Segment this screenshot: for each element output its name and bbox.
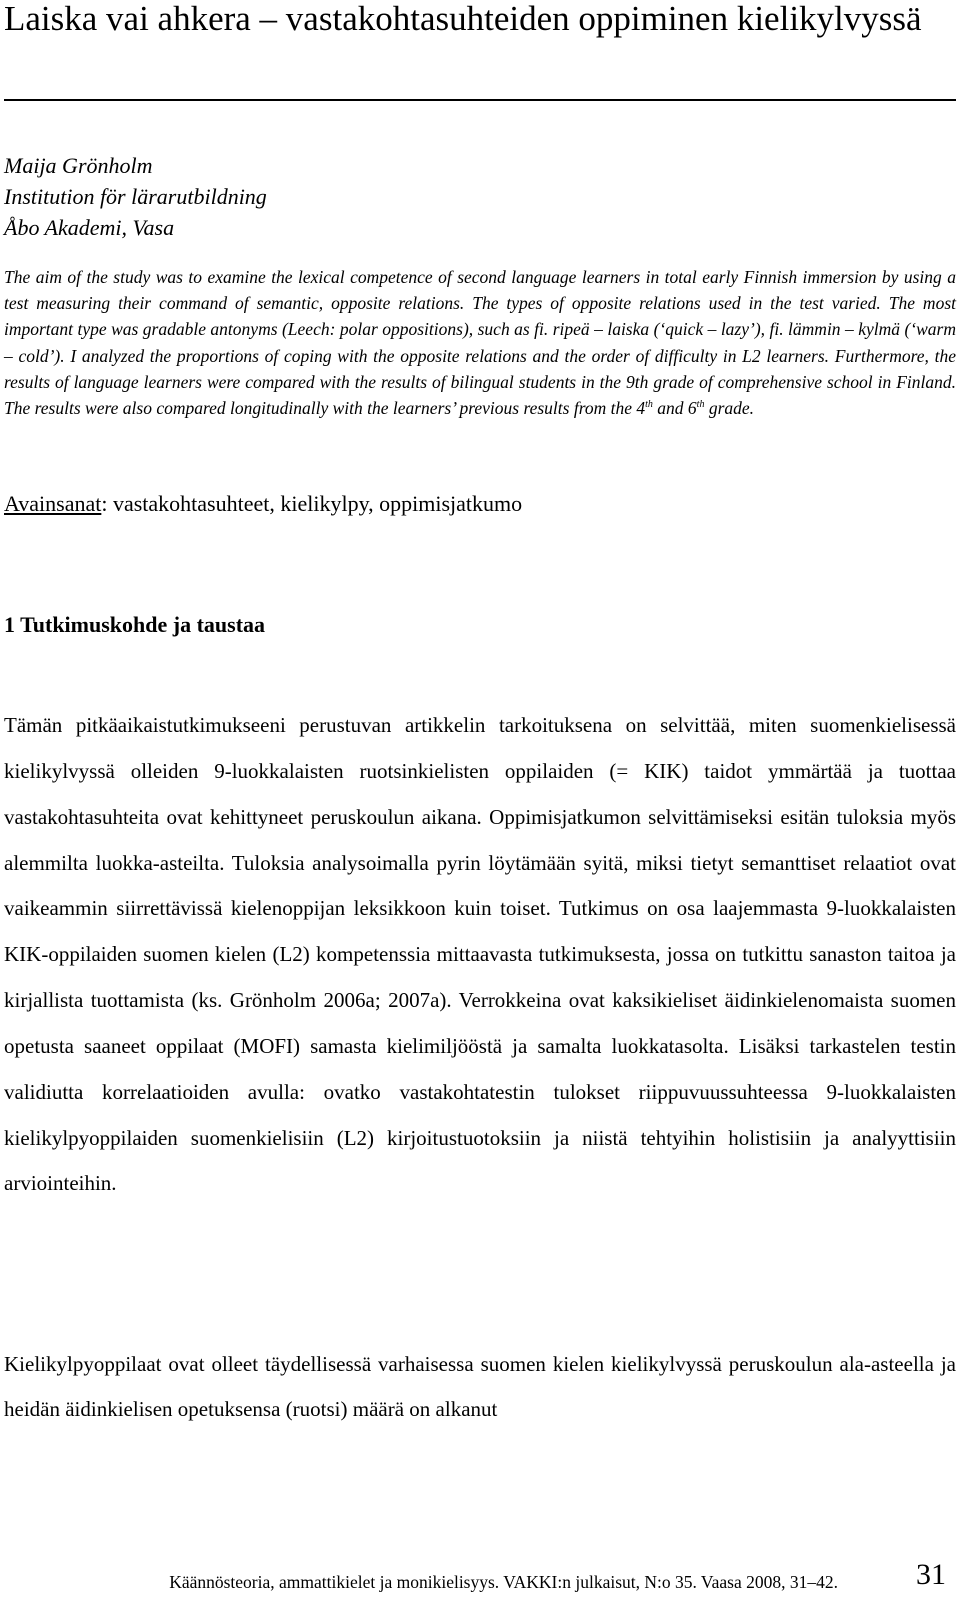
body-paragraph: Kielikylpyoppilaat ovat olleet täydellisessä varhaisessa suomen kielen kielikylvyssä peruskoulun ala-asteella ja heidän äidinkielisen opetuksensa (ruotsi) määrä on alkanut [4, 1352, 956, 1421]
keywords-label: Avainsanat [4, 491, 102, 516]
keywords-line [4, 491, 522, 517]
title-divider [4, 99, 956, 101]
article-title: Laiska vai ahkera – vastakohtasuhteiden oppiminen kielikylvyssä [4, 0, 922, 38]
author-location: Åbo Akademi, Vasa [4, 215, 175, 240]
page-number: 31 [916, 1558, 946, 1591]
page-footer [4, 1560, 956, 1590]
keywords-value: vastakohtasuhteet, kielikylpy, oppimisjatkumo [112, 491, 523, 516]
abstract [4, 264, 956, 421]
author-block [4, 150, 267, 243]
abstract-text: The aim of the study was to examine the lexical competence of second language learners in total early Finnish immersion by using a test measuring their command of semantic, opposite relations. The types of opposite relations used in the test varied. The most important type was gradable antonyms (Leech: polar oppositions), such as fi. ripeä – laiska (‘quick – lazy’), fi. lämmin – kylmä (‘warm – cold’). I analyzed the proportions of coping with the opposite relations and the order of difficulty in L2 learners. Furthermore, the results of language learners were compared with the results of bilingual students in the 9th grade of comprehensive school in Finland. The results were also compared longitudinally with the learners’ previous results from the 4 [4, 267, 956, 419]
abstract-text: and 6 [652, 398, 697, 419]
section-heading: 1 Tutkimuskohde ja taustaa [4, 612, 266, 637]
abstract-text: grade. [704, 398, 755, 419]
abstract-superscript: th [645, 399, 653, 411]
keywords-separator: : [101, 491, 113, 516]
body-paragraph: Tämän pitkäaikaistutkimukseeni perustuvan artikkelin tarkoituksena on selvittää, miten suomenkielisessä kielikylvyssä olleiden 9-luokkalaisten ruotsinkielisten oppilaiden (= KIK) taidot ymmärtää ja tuottaa vastakohtasuhteita ovat kehittyneet peruskoulun aikana. Oppimisjatkumon selvittämiseksi esitän tuloksia myös alemmilta luokka-asteilta. Tuloksia analysoimalla pyrin löytämään syitä, miksi tietyt semanttiset relaatiot ovat vaikeammin siirrettävissä kielenoppijan leksikkoon kuin toiset. Tutkimus on osa laajemmasta 9-luokkalaisten KIK-oppilaiden suomen kielen (L2) kompetenssia mittaavasta tutkimuksesta, jossa on tutkittu sanaston taitoa ja kirjallista tuottamista (ks. Grönholm 2006a; 2007a). Verrokkeina ovat kaksikieliset äidinkielenomaista suomen opetusta saaneet oppilaat (MOFI) samasta kielimiljööstä ja samalta luokkatasolta. Lisäksi tarkastelen testin validiutta korrelaatioiden avulla: ovatko vastakohtatestin tulokset riippuvuussuhteessa 9-luokkalaisten kielikylpyoppilaiden suomenkielisiin (L2) kirjoitustuotoksiin ja niistä tehtyihin holistisiin ja analyyttisiin arviointeihin. [4, 713, 956, 1196]
journal-citation: Käännösteoria, ammattikielet ja monikielisyys. VAKKI:n julkaisut, N:o 35. Vaasa 2008, 31–42. [169, 1572, 838, 1592]
author-name: Maija Grönholm [4, 153, 153, 178]
abstract-superscript: th [696, 399, 705, 411]
author-institution: Institution för lärarutbildning [4, 184, 267, 209]
